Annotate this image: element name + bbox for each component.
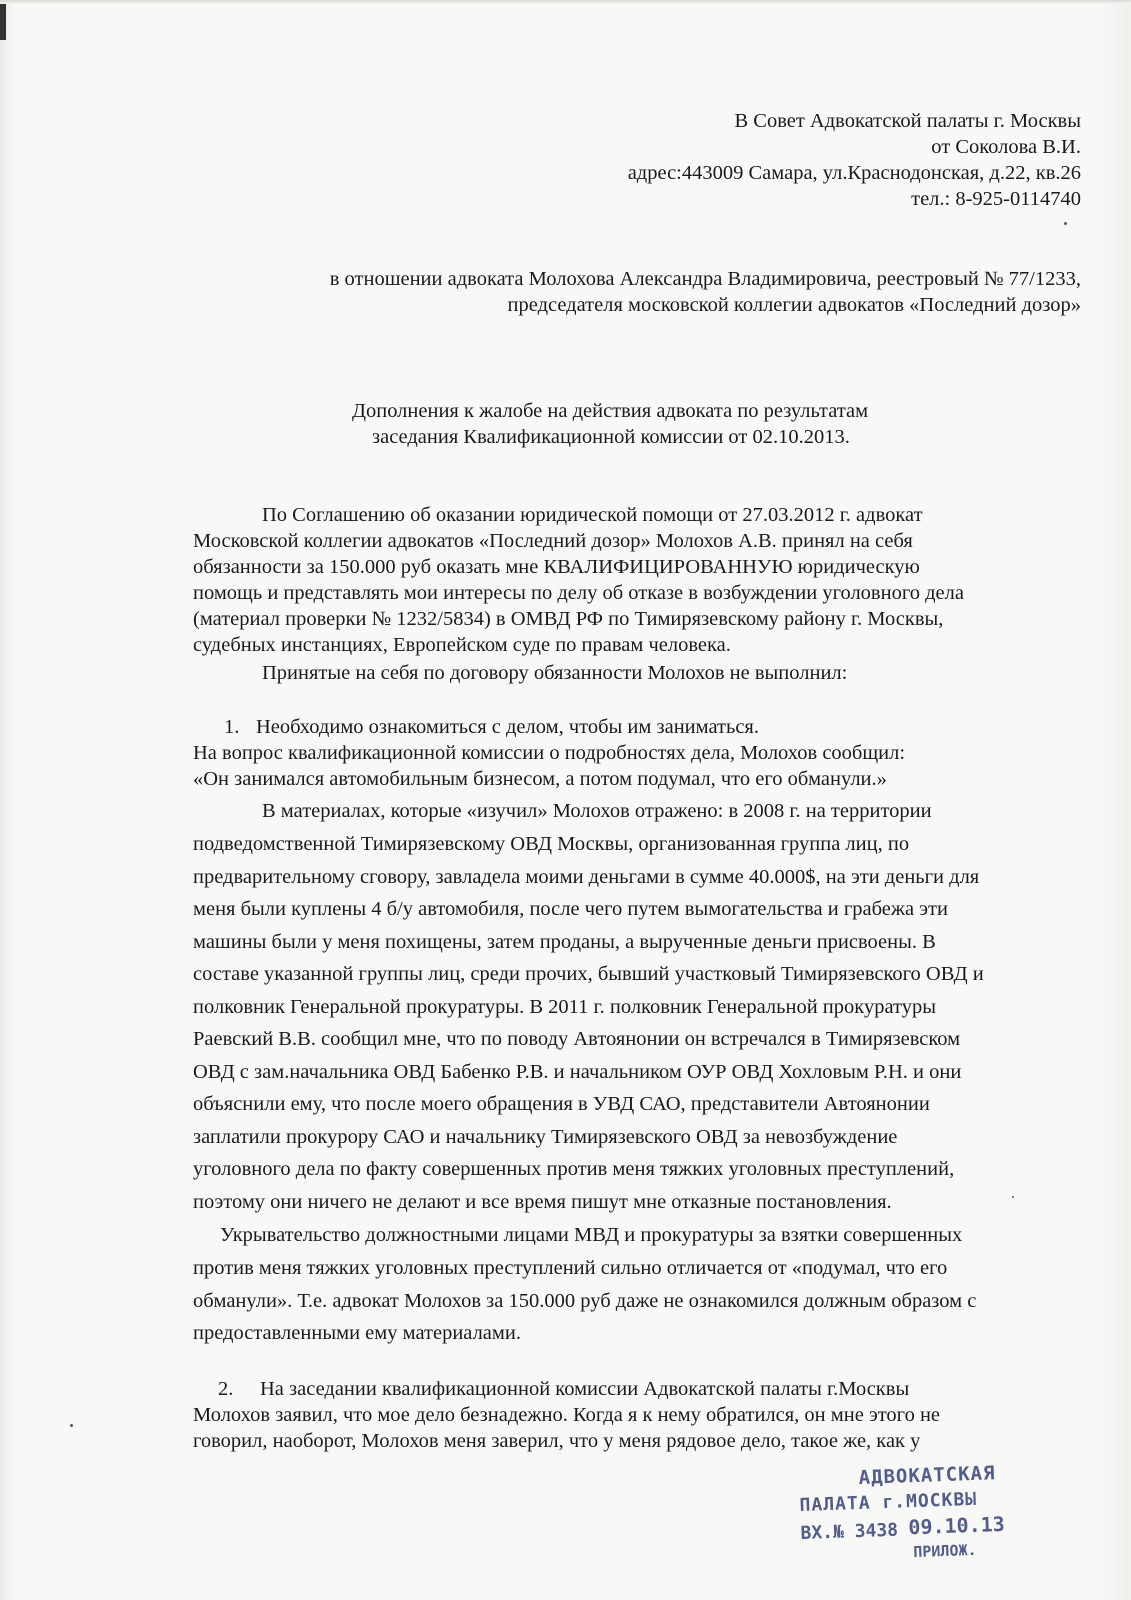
point-1-para1-line: поэтому они ничего не делают и все время пишут мне отказные постановления. — [193, 1191, 892, 1213]
address-line: адрес:443009 Самара, ул.Краснодонская, д.22, кв.26 — [627, 162, 1081, 184]
title-line-2: заседания Квалификационной комиссии от 02.10.2013. — [372, 426, 850, 448]
point-1-para1-line: подведомственной Тимирязевскому ОВД Москвы, организованная группа лиц, по — [193, 833, 910, 855]
subject-line-1: в отношении адвоката Молохова Александра Владимировича, реестровый № 77/1233, — [329, 268, 1081, 290]
scan-speck — [1012, 1196, 1014, 1198]
point-1-heading: Необходимо ознакомиться с делом, чтобы им заниматься. — [256, 716, 759, 738]
subject-line-2: председателя московской коллегии адвокатов «Последний дозор» — [507, 294, 1081, 316]
point-1-quote: «Он занимался автомобильным бизнесом, а потом подумал, что его обманули.» — [193, 768, 887, 790]
point-1-para1-line: заплатили прокурору САО и начальнику Тимирязевского ОВД за невозбуждение — [193, 1126, 898, 1148]
stamp-org-2: ПАЛАТА г.МОСКВЫ — [799, 1488, 978, 1517]
point-1-para1-line: Раевский В.В. сообщил мне, что по поводу Автоянонии он встречался в Тимирязевском — [193, 1028, 961, 1050]
intro-line: Принятые на себя по договору обязанности Молохов не выполнил: — [262, 662, 848, 684]
intro-line: обязанности за 150.000 руб оказать мне КВАЛИФИЦИРОВАННУЮ юридическую — [193, 556, 920, 578]
point-2-heading: На заседании квалификационной комиссии Адвокатской палаты г.Москвы — [260, 1378, 910, 1400]
stamp-date: 09.10.13 — [908, 1511, 1006, 1540]
addressee-line: В Совет Адвокатской палаты г. Москвы — [734, 110, 1081, 132]
point-1-para1-line: составе указанной группы лиц, среди прочих, бывший участковый Тимирязевского ОВД и — [193, 963, 984, 985]
point-1-para2-line: обманули». Т.е. адвокат Молохов за 150.000 руб даже не ознакомился должным образом с — [193, 1290, 977, 1312]
point-2-line: Молохов заявил, что мое дело безнадежно. Когда я к нему обратился, он мне этого не — [193, 1404, 941, 1426]
scan-edge — [0, 0, 6, 40]
stamp-attachments: ПРИЛОЖ. — [912, 1540, 977, 1562]
intro-line: судебных инстанциях, Европейском суде по правам человека. — [193, 634, 731, 656]
scan-speck — [70, 1424, 73, 1427]
point-1-number: 1. — [224, 716, 240, 738]
intro-line: помощь и представлять мои интересы по делу об отказе в возбуждении уголовного дела — [193, 582, 964, 604]
point-1-para1-line: меня были куплены 4 б/у автомобиля, после чего путем вымогательства и грабежа эти — [193, 898, 948, 920]
phone-line: тел.: 8-925-0114740 — [911, 188, 1081, 210]
intro-line: (материал проверки № 1232/5834) в ОМВД РФ по Тимирязевскому району г. Москвы, — [193, 608, 944, 630]
point-1-para1-line: В материалах, которые «изучил» Молохов отражено: в 2008 г. на территории — [262, 800, 932, 822]
intro-line: Московской коллегии адвокатов «Последний дозор» Молохов А.В. принял на себя — [193, 530, 913, 552]
stamp-number: ВХ.№ 3438 — [800, 1519, 899, 1544]
point-1-line: На вопрос квалификационной комиссии о подробностях дела, Молохов сообщил: — [193, 742, 906, 764]
point-1-para1-line: машины были у меня похищены, затем проданы, а вырученные деньги присвоены. В — [193, 931, 936, 953]
point-2-number: 2. — [218, 1378, 234, 1400]
point-1-para1-line: объяснили ему, что после моего обращения в УВД САО, представители Автоянонии — [193, 1093, 930, 1115]
scan-speck — [1064, 222, 1067, 225]
title-line-1: Дополнения к жалобе на действия адвоката по результатам — [352, 400, 869, 422]
intro-line: По Соглашению об оказании юридической помощи от 27.03.2012 г. адвокат — [262, 504, 923, 526]
point-1-para2-line: против меня тяжких уголовных преступлений сильно отличается от «подумал, что его — [193, 1257, 948, 1279]
point-1-para1-line: уголовного дела по факту совершенных против меня тяжких уголовных преступлений, — [193, 1158, 955, 1180]
scan-edge-top — [0, 0, 1131, 4]
stamp-org: АДВОКАТСКАЯ — [858, 1462, 996, 1489]
point-1-para2-line: предоставленными ему материалами. — [193, 1322, 521, 1344]
point-1-para1-line: ОВД с зам.начальника ОВД Бабенко Р.В. и начальником ОУР ОВД Хохловым Р.Н. и они — [193, 1061, 962, 1083]
point-2-line: говорил, наоборот, Молохов меня заверил, что у меня рядовое дело, такое же, как у — [193, 1430, 921, 1452]
registration-stamp — [798, 1461, 1031, 1569]
point-1-para1-line: полковник Генеральной прокуратуры. В 2011 г. полковник Генеральной прокуратуры — [193, 996, 936, 1018]
sender-line: от Соколова В.И. — [931, 136, 1081, 158]
point-1-para1-line: предварительному сговору, завладела моими деньгами в сумме 40.000$, на эти деньги для — [193, 866, 980, 888]
point-1-para2-line: Укрывательство должностными лицами МВД и прокуратуры за взятки совершенных — [220, 1224, 963, 1246]
